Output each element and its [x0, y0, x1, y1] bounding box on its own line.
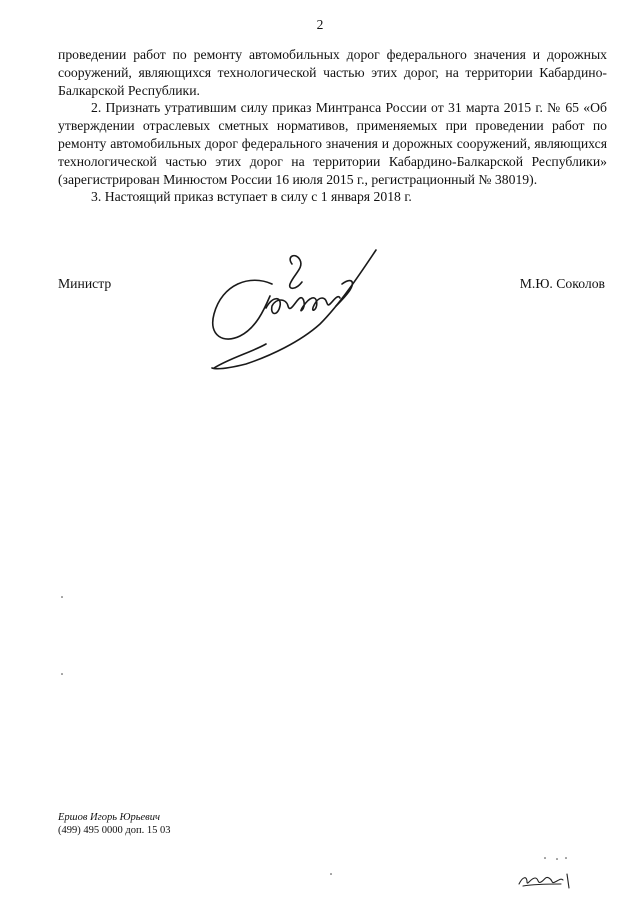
signer-name: М.Ю. Соколов: [519, 276, 605, 291]
page-number: 2: [316, 17, 324, 32]
signer-position: Министр: [58, 276, 112, 291]
scan-speck: [330, 873, 332, 875]
paragraph-item-2: 2. Признать утратившим силу приказ Минтранса России от 31 марта 2015 г. № 65 «Об утверждении отраслевых сметных нормативов, применяемых при проведении работ по ремонту автомобильных дорог федерального значения и дорожных сооружений, являющихся технологической частью этих дорог на территории Кабардино-Балкарской Республики» (зарегистрирован Минюстом России 16 июля 2015 г., регистрационный № 38019).: [58, 100, 607, 187]
registration-mark: [515, 862, 575, 892]
scan-speck: [61, 673, 63, 675]
executor-contact: [58, 812, 170, 837]
scan-speck: [556, 858, 558, 860]
handwritten-signature: [200, 244, 390, 374]
executor-name: Ершов Игорь Юрьевич: [58, 812, 160, 823]
executor-phone: (499) 495 0000 доп. 15 03: [58, 824, 171, 836]
scan-speck: [61, 596, 63, 598]
paragraph-continuation: проведении работ по ремонту автомобильных дорог федерального значения и дорожных сооружений, являющихся технологической частью этих дорог, на территории Кабардино-Балкарской Республики.: [58, 47, 607, 98]
scan-speck: [544, 857, 546, 859]
document-body: [58, 46, 607, 206]
scan-speck: [565, 857, 567, 859]
paragraph-item-3: 3. Настоящий приказ вступает в силу с 1 января 2018 г.: [91, 189, 412, 205]
